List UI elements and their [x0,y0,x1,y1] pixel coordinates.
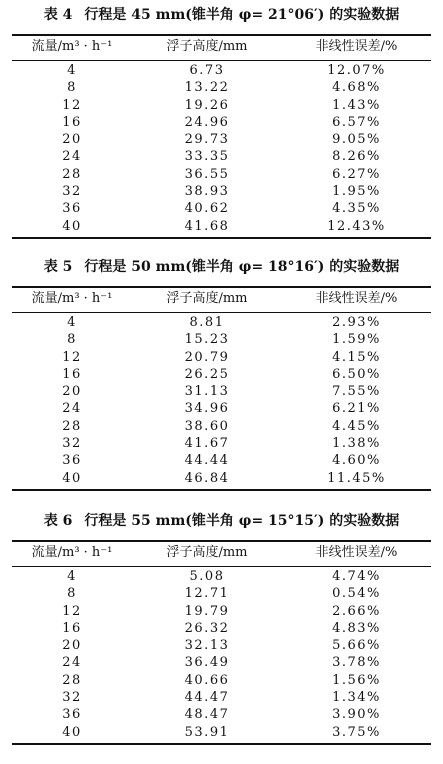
table-cell: 8.81 [189,315,225,330]
table-cell: 3.90% [332,707,381,723]
table-cell: 8 [67,80,77,96]
table-cell: 40.62 [184,201,230,217]
table-title: 行程是 55 mm(锥半角 φ= 15°15′) 的实验数据 [84,513,400,529]
table-row [12,79,431,96]
table-title: 行程是 45 mm(锥半角 φ= 21°06′) 的实验数据 [84,7,400,23]
table-cell: 19.79 [184,603,230,619]
table-caption [0,258,443,276]
table-cell: 33.35 [184,149,230,165]
table-cell: 40 [62,470,82,486]
table-cell: 11.45% [327,470,386,486]
table-cell: 1.95% [332,184,381,200]
table-row [12,383,431,400]
table-cell: 4.45% [332,418,381,434]
table-cell: 46.84 [184,470,230,486]
table-cell: 29.73 [184,132,230,148]
table-cell: 34.96 [184,401,230,417]
table-cell: 16 [62,366,82,382]
table-top-rule [12,34,431,36]
table-cell: 31.13 [184,384,230,400]
table-cell: 16 [62,114,82,130]
table-cell: 8 [67,586,77,602]
table-row [12,470,431,487]
table-cell: 9.05% [332,132,381,148]
table-cell: 36 [62,707,82,723]
table-cell: 24 [62,401,82,417]
table-cell: 2.66% [332,603,381,619]
table-cell: 6.27% [332,166,381,182]
table-cell: 4.83% [332,620,381,636]
table-cell: 24 [62,149,82,165]
column-header: 非线性误差/% [315,39,398,54]
table-body [12,568,431,741]
table-cell: 40 [62,724,82,740]
table-cell: 38.60 [184,418,230,434]
table-row [12,706,431,723]
table-cell: 1.34% [332,690,381,706]
table-row [12,331,431,348]
table-cell: 1.56% [332,672,381,688]
table-row [12,654,431,671]
table-cell: 38.93 [184,184,230,200]
table-cell: 4 [67,569,77,584]
table-top-rule [12,286,431,288]
table-row [12,724,431,741]
table-cell: 16 [62,620,82,636]
table-cell: 5.66% [332,638,381,654]
table-cell: 4.15% [332,349,381,365]
table-header-row [12,37,431,57]
table-cell: 6.73 [189,63,225,78]
table-cell: 32 [62,436,82,452]
table-cell: 28 [62,672,82,688]
table-row [12,97,431,114]
table-cell: 2.93% [332,315,381,330]
table-cell: 36 [62,453,82,469]
table-top-rule [12,540,431,542]
table-cell: 53.91 [184,724,230,740]
column-header: 流量/m³ · h⁻¹ [31,291,113,306]
table-cell: 3.75% [332,724,381,740]
table-cell: 41.68 [184,218,230,234]
table-caption [0,6,443,24]
column-header: 非线性误差/% [315,545,398,560]
table-row [12,672,431,689]
table-cell: 4 [67,63,77,78]
table-row [12,418,431,435]
table-row [12,400,431,417]
table-row [12,585,431,602]
table-cell: 44.44 [184,453,230,469]
table-cell: 1.38% [332,436,381,452]
table-row [12,366,431,383]
table-row [12,218,431,235]
table-number: 表 4 [43,7,73,23]
table-cell: 12 [62,97,82,113]
table-cell: 6.21% [332,401,381,417]
table-title: 行程是 50 mm(锥半角 φ= 18°16′) 的实验数据 [84,259,400,275]
column-header: 浮子高度/mm [166,545,248,560]
table-header-rule [12,312,431,313]
table-cell: 1.59% [332,332,381,348]
table-cell: 26.32 [184,620,230,636]
table-cell: 26.25 [184,366,230,382]
table-row [12,200,431,217]
table-cell: 48.47 [184,707,230,723]
table-cell: 4.35% [332,201,381,217]
column-header: 非线性误差/% [315,291,398,306]
table-header-row [12,543,431,563]
table-body [12,314,431,487]
table-cell: 20 [62,132,82,148]
table-cell: 32 [62,184,82,200]
table-bottom-rule [12,743,431,745]
table-cell: 40 [62,218,82,234]
table-cell: 36.55 [184,166,230,182]
table-cell: 44.47 [184,690,230,706]
table-row [12,114,431,131]
column-header: 浮子高度/mm [166,291,248,306]
table-cell: 41.67 [184,436,230,452]
table-cell: 12.07% [327,63,386,78]
table-cell: 5.08 [189,569,225,584]
table-cell: 40.66 [184,672,230,688]
table-cell: 24.96 [184,114,230,130]
column-header: 流量/m³ · h⁻¹ [31,545,113,560]
column-header: 浮子高度/mm [166,39,248,54]
table-cell: 32.13 [184,638,230,654]
table-number: 表 5 [43,259,73,275]
column-header: 流量/m³ · h⁻¹ [31,39,113,54]
table-bottom-rule [12,489,431,491]
table-cell: 20 [62,384,82,400]
table-cell: 28 [62,418,82,434]
table-row [12,166,431,183]
table-cell: 6.57% [332,114,381,130]
table-cell: 15.23 [184,332,230,348]
table-cell: 36 [62,201,82,217]
table-body [12,62,431,235]
table-cell: 4.68% [332,80,381,96]
table-row [12,620,431,637]
table-cell: 4.60% [332,453,381,469]
table-header-row [12,289,431,309]
table-cell: 19.26 [184,97,230,113]
table-row [12,349,431,366]
table-row [12,435,431,452]
table-cell: 12 [62,603,82,619]
table-bottom-rule [12,237,431,239]
table-cell: 4.74% [332,569,381,584]
table-cell: 7.55% [332,384,381,400]
table-header-rule [12,566,431,567]
table-cell: 36.49 [184,655,230,671]
table-cell: 4 [67,315,77,330]
table-cell: 20.79 [184,349,230,365]
table-number: 表 6 [43,513,73,529]
table-cell: 6.50% [332,366,381,382]
table-row [12,62,431,79]
table-cell: 24 [62,655,82,671]
table-cell: 8 [67,332,77,348]
table-header-rule [12,60,431,61]
table-row [12,131,431,148]
table-row [12,689,431,706]
table-row [12,452,431,469]
table-cell: 28 [62,166,82,182]
table-row [12,637,431,654]
table-cell: 1.43% [332,97,381,113]
table-cell: 8.26% [332,149,381,165]
table-row [12,314,431,331]
table-cell: 12.71 [184,586,230,602]
table-cell: 13.22 [184,80,230,96]
table-cell: 0.54% [332,586,381,602]
table-row [12,183,431,200]
table-cell: 3.78% [332,655,381,671]
table-row [12,148,431,165]
table-row [12,603,431,620]
table-cell: 12.43% [327,218,386,234]
table-caption [0,512,443,530]
table-cell: 12 [62,349,82,365]
table-cell: 32 [62,690,82,706]
table-row [12,568,431,585]
table-cell: 20 [62,638,82,654]
